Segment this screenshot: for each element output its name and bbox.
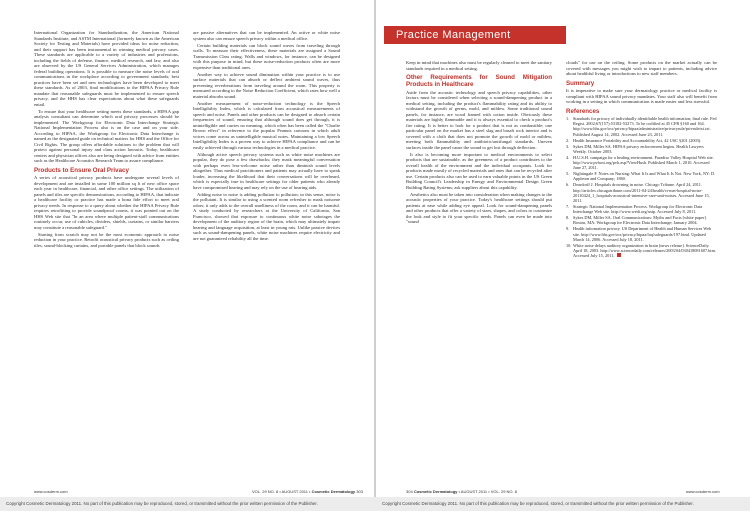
right-column-1 [406,60,552,226]
footer-issue: • AUGUST 2011 • VOL. 29 NO. 8 [458,489,517,494]
reference-number: 10. [566,242,572,248]
reference-text: Nightingale F. Notes on Nursing: What It Is and What It Is Not. New York, NY: D. Appleton and Company; 1860. [573,171,716,182]
left-column-1 [34,30,179,250]
reference-number: 6. [566,182,570,188]
section-heading: Products to Ensure Oral Privacy [34,166,129,174]
paragraph: Certain building materials can block sound waves from traveling through walls. To measure their effectiveness, these materials are assigned a Sound Transmission Class rating. Walls and windows, for instance, can be designed with this purpose in mind, but these noise-reduction products often are more expensive than traditional ones. [193,42,340,70]
section-heading: Other Requirements for Sound Mitigation Products in Healthcare [406,74,552,88]
reference-text: Standards for privacy of individually identifiable health information; final rule. Fed Regist. 2002;67(157):53182-53273. To be codified at 45 CFR §160 and 164. http://www.hhs.gov/ocr/privacy/hipaa/administrative/privacyrule/privruletxt.txt. Published August 14, 2002. Accessed June 23, 2011. [573,116,717,137]
reference-text: White noise delays auditory organization in brain [news release]. ScienceDaily. April 18, 2003. http://www.sciencedaily.com/releases/2003/04/030418081607.htm. Accessed July 15, 2011. [573,242,717,259]
footer-issue: VOL. 29 NO. 8 • AUGUST 2011 • [252,489,311,494]
left-footer-folio [252,489,363,494]
reference-item [566,243,717,259]
right-footer-folio [406,489,517,494]
reference-item [566,144,717,154]
section-heading: Summary [566,79,595,87]
reference-list [566,116,717,258]
reference-item [566,215,717,225]
reference-text: Strategic National Implementation Process. Workgroup for Electronic Data Interchange Web site. http://www.wedi.org/snip. Accessed July 8, 2011. [573,204,703,215]
footer-page-number: 303 [356,489,363,494]
paragraph: It is imperative to make sure your dermatology practice or medical facility is compliant with HIPAA sound privacy mandates. Your staff also will benefit from working in a setting in which communication is made easier and less stressful. [566,88,717,104]
paragraph: Starting from scratch may not be the most economic approach to noise reduction in your practice. Retrofit acoustical privacy products such as ceiling tiles, sound-blocking curtains, and portable panels that block sounds [34,231,179,248]
footer-journal: Cosmetic Dermatology [311,489,356,494]
reference-item [566,182,717,203]
reference-number: 1. [566,116,570,121]
copyright-notice-right: Copyright Cosmetic Dermatology 2011. No part of this publication may be reproduced, stored, or transmitted without the prior written permission of the Publisher. [382,501,694,506]
left-column-2 [193,30,340,243]
reference-item [566,226,717,242]
reference-number: 3. [566,143,570,149]
section-heading: References [566,107,600,115]
end-of-article-mark [617,253,621,257]
reference-text: Health information privacy. US Department of Health and Human Services Web site. http://www.hhs.gov/ocr/privacy/hipaa/faq/safeguards/197.html. Updated March 14, 2006. Accessed July 18, 2011. [573,226,712,242]
paragraph: Although active speech privacy systems such as white noise machines are popular, they do pose a few drawbacks; they mask meaningful conversation with perhaps even less-welcome noise rather than diminish sound levels altogether. Thus medical practitioners and patients may actually have to speak louder, increasing the likelihood that their conversations will be overheard, which is especially true in healthcare settings for older patients who already have compromised hearing and may rely on the use of hearing aids. [193,151,340,190]
reference-number: 9. [566,226,570,232]
footer-page-number: 304 [406,489,413,494]
left-page [0,0,374,497]
reference-item [566,171,717,181]
reference-text: Sykes DM, Miller SA. Oral Communications: Myths and Facts [white paper]. Boston, MA: Workgroup for Electronic Data Interchange; January 2004. [573,215,707,226]
paragraph: International Organization for Standardization, the American National Standards Institute, and ASTM International (formerly known as the American Society for Testing and Materials) have provided ideas for noise reduction, and their support has been instrumental in winning medical privacy cases. These standards are applicable to a variety of industries and professions, including the fields of defense, finance, medical research, and law, and also are observed by the US General Services Administration, which manages federal building operations. It is possible to measure the noise levels of oral communications in the workplace according to government standards; best practices have been set and new technologies have been developed to meet these standards. As of 2003, final modifications to the HIPAA Privacy Rule mandate that reasonable safeguards must be implemented to ensure speech privacy, and the HHS has clear expectations about what these safeguards entail. [34,30,179,107]
right-column-2 [566,60,717,259]
copyright-notice-left: Copyright Cosmetic Dermatology 2011. No part of this publication may be reproduced, stored, or transmitted without the prior written permission of the Publisher. [6,501,318,506]
reference-number: 5. [566,171,570,177]
paragraph: Another way to achieve sound diminution within your practice is to use surface materials that can absorb or deflect ambient sound waves, thus preventing reverberations from traveling around the room. This property is measured according to the Noise Reduction Coefficient, which rates how well a material absorbs sound. [193,71,340,99]
section-banner [384,26,566,44]
left-footer-site: www.cosderm.com [34,489,68,494]
reference-text: H.U.S.H. campaign for a healing environment. Paradiso Valley Hospital Web site. http://www.pvhost.org/pvh.asp?ViewHush. Published March 1, 2010. Accessed June 27, 2011. [573,154,714,171]
reference-number: 4. [566,154,570,160]
paragraph: Aesthetics also must be taken into consideration when making changes to the acoustic properties of your practice. Today's healthcare settings should put patients at ease while adding eye appeal. Look for sound-dampening panels and other products that offer a variety of sizes, shapes, and colors to customize the look and style to fit your specific needs. Panels can even be made into "sound [406,191,552,225]
reference-item [566,155,717,171]
reference-number: 2. [566,137,570,143]
reference-text: Health Insurance Portability and Accountability Act, 42 USC §201 (2003). [573,137,702,143]
paragraph: A series of acoustical privacy products have undergone several levels of development and are installed in some 100 million sq ft of new office space each year in healthcare, financial, and other office settings. The utilization of panels and tiles are specific demonstrations, according to HIPAA, that indicate a healthcare facility or practice has made a bona fide effort to meet oral privacy needs. In response to a query about whether the HIPAA Privacy Rule requires retrofitting to provide soundproof rooms, it was pointed out on the HHS Web site that "In an area where multiple patient-staff communications routinely occur, use of cubicles, dividers, shields, curtains, or similar barriers may constitute a reasonable safeguard." [34,175,179,230]
paragraph: Another measurement of noise-reduction technology is the Speech Intelligibility Index, which is calculated from acoustical measurements of speech and noise. Panels and other products can be designed to absorb certain frequencies of sound, ensuring that although sound does get through, it is unintelligible and carries no meaning, which often has been called the "Charlie Brown effect" in reference to the popular Peanuts cartoons in which adult voices come across as unintelligible musical notes. Maintaining a low Speech Intelligibility Index is a proven way to achieve HIPAA compliance and can be easily achieved through various technologies in a medical practice. [193,100,340,150]
banner-title: Practice Management [396,29,511,41]
reference-number: 8. [566,215,570,221]
paragraph: clouds" for use on the ceiling. Some products on the market actually can be covered with messages you might wish to impart to patients, including advice about healthful living or introductions to new staff members. [566,60,717,76]
right-footer-site: www.cosderm.com [686,489,720,494]
paragraph: are passive alternatives that can be implemented. An active or white noise system also can ensure speech privacy within a medical office. [193,30,340,41]
reference-text: Deardorff J. Hospitals drowning in noise. Chicago Tribune. April 24, 2011. http://articles.chicagotribune.com/2011-04-24/health/ct-met-hospital-noise-20110424_1_hospitals-acoustical-intensive-care-unit-noises. Accessed June 15, 2011. [573,182,710,204]
reference-text: Sykes DM, Miller SA. HIPAA privacy enforcement begins. Health Lawyers Weekly. October 2003. [573,143,704,154]
paragraph: Adding noise to noise is adding pollution to pollution; in this sense, noise is the pollutant. It is similar to using a scented room refresher to mask noisome odors; it only adds to the overall smelliness of the room, and it can be harmful. A study conducted by researchers at the University of California, San Francisco, showed that exposure to continuous white noise sabotages the development of the auditory region of the brain, which may ultimately impair hearing and language acquisition, at least in young rats. Unlike passive devices such as sound-dampening panels, white noise machines require electricity and are not guaranteed reliability all the time. [193,191,340,241]
right-page [376,0,750,497]
paragraph: It also is becoming more important to medical environments to select products that are sustainable, as the greenness of a product contributes to the overall health of the environment and the individual occupants. Look for products made mostly of recycled materials and ones that can be recycled after use. Certain products also can be used to earn valuable points in the US Green Building Council's Leadership in Energy and Environmental Design Green Building Rating Systems; ask suppliers about this capability. [406,151,552,190]
footer-journal: Cosmetic Dermatology [413,489,458,494]
reference-item [566,116,717,137]
reference-number: 7. [566,204,570,210]
reference-item [566,138,717,143]
reference-item [566,204,717,214]
paragraph: To ensure that your healthcare setting meets these standards, a HIPAA gap analysis consultant can determine which oral privacy processes should be implemented. The Workgroup for Electronic Data Interchange Strategic National Implementation Process also is on the case and on your side. According to HIPAA, the Workgroup for Electronic Data Interchange is named as the designated guide on technical matters for HHS and the Office for Civil Rights. The group offers affordable solutions to the problem that will protect against personal injury and class action lawsuits. Today, healthcare centers and physician offices also are being designed with advice from entities such as the Healthcare Acoustics Research Team to assure compliance. [34,108,179,164]
paragraph: Aside from the acoustic technology and speech privacy capabilities, other factors must be considered when selecting a sound-dampening product in a medical setting, including the product's flammability rating and its ability to withstand the growth of germs, mold, and mildew. Some traditional sound panels, for instance, are wood framed with cotton inside. Obviously these materials are highly flammable and it is always essential to check a product's fire rating. It is better to look for a product that is not as combustible; one particular panel on the market has a steel slag and basalt rock interior and is covered with a cloth that does not promote the growth of mold or mildew, meeting both flammability and antibiotic/antifungal standards. Uneven surfaces inside the panel cause the sound to get lost through deflection. [406,89,552,150]
paragraph: Keep in mind that machines also must be regularly cleaned to meet the sanitary standards required in a medical setting. [406,60,552,71]
